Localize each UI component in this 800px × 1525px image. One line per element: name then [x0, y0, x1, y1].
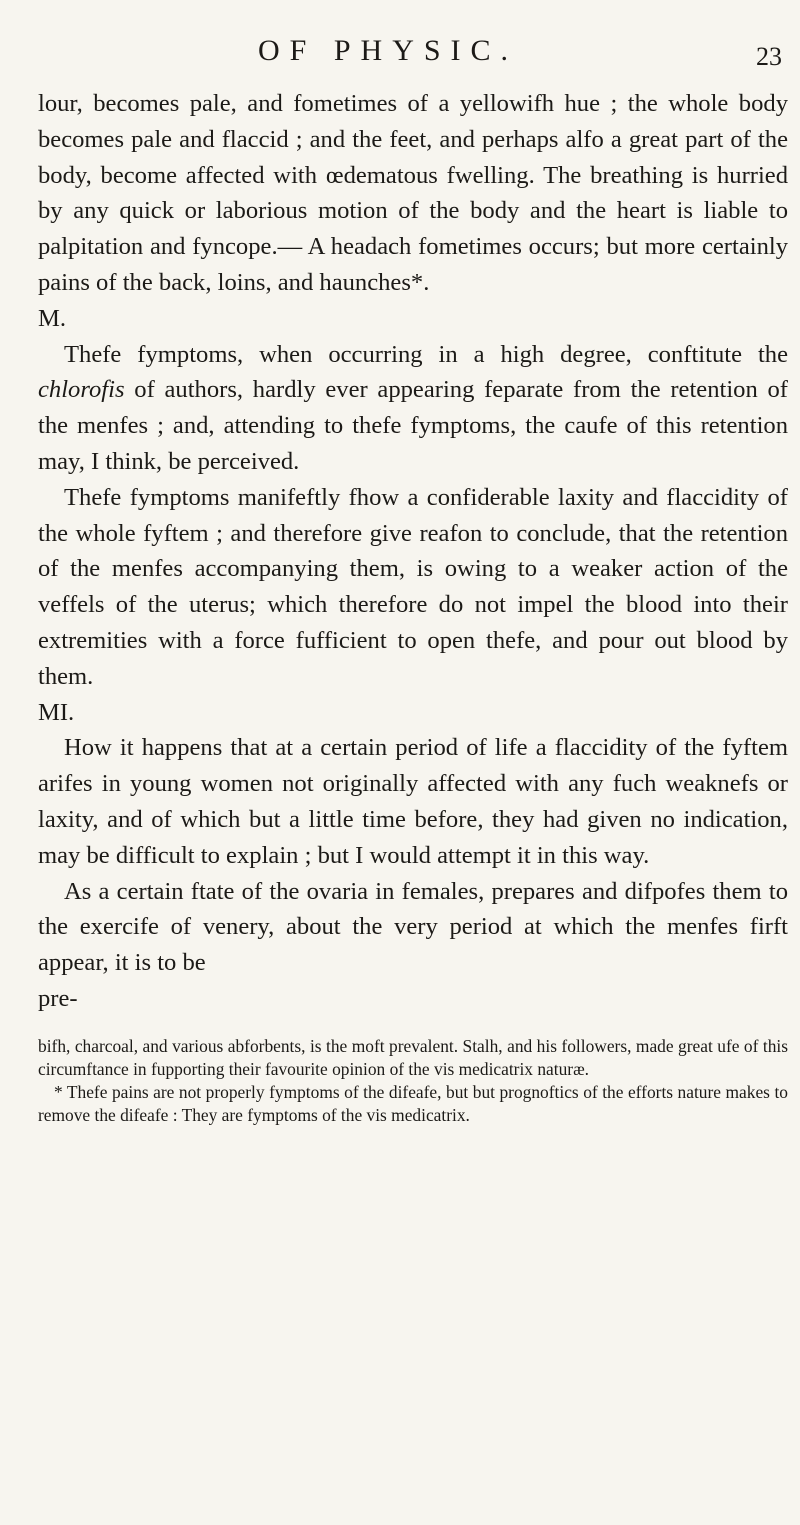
page-number: 23	[756, 42, 782, 71]
catchword: pre-	[38, 984, 78, 1012]
text-run: of authors, hardly ever appearing feparate from the retention of the menfes ; and, attending to thefe fymptoms, the caufe of this retention may, I think, be perceived.	[38, 376, 788, 475]
running-head: OF PHYSIC.	[258, 34, 519, 67]
paragraph: lour, becomes pale, and fometimes of a yellowifh hue ; the whole body becomes pale and flaccid ; and the feet, and perhaps alfo a great part of the body, become affected with œdematous fwelling. The breathing is hurried by any quick or laborious motion of the body and the heart is liable to palpitation and fyncope.— A headach fometimes occurs; but more certainly pains of the back, loins, and haunches*.	[38, 90, 788, 296]
paragraph: How it happens that at a certain period of life a flaccidity of the fyftem arifes in young women not originally affected with any fuch weaknefs or laxity, and of which but a little time before, they had given no indication, may be difficult to explain ; but I would attempt it in this way.	[38, 734, 788, 869]
book-page	[38, 8, 788, 1128]
paragraph: Thefe fymptoms manifeftly fhow a confiderable laxity and flaccidity of the whole fyftem ; and therefore give reafon to conclude, that the retention of the menfes accompanying them, is owing to a weaker action of the veffels of the uterus; which therefore do not impel the blood into their extremities with a force fufficient to open thefe, and pour out blood by them.	[38, 483, 788, 690]
main-text	[38, 86, 788, 1017]
footnote: * Thefe pains are not properly fymptoms of the difeafe, but but prognoftics of the efforts nature makes to remove the difeafe : They are fymptoms of the vis medicatrix.	[38, 1082, 788, 1126]
text-run: Thefe fymptoms, when occurring in a high degree, conftitute the	[64, 340, 788, 368]
paragraph: As a certain ftate of the ovaria in females, prepares and difpofes them to the exercife of venery, about the very period at which the menfes firft appear, it is to be	[38, 877, 788, 977]
italic-term: chlorofis	[38, 376, 125, 404]
section-number: M.	[38, 304, 67, 332]
paragraph	[38, 337, 788, 480]
page-header	[38, 8, 788, 86]
footnote: bifh, charcoal, and various abforbents, is the moft prevalent. Stalh, and his followers, made great ufe of this circumftance in fupporting their favourite opinion of the vis medicatrix naturæ.	[38, 1035, 788, 1079]
section-number: MI.	[38, 698, 75, 726]
footnotes	[38, 1035, 788, 1128]
